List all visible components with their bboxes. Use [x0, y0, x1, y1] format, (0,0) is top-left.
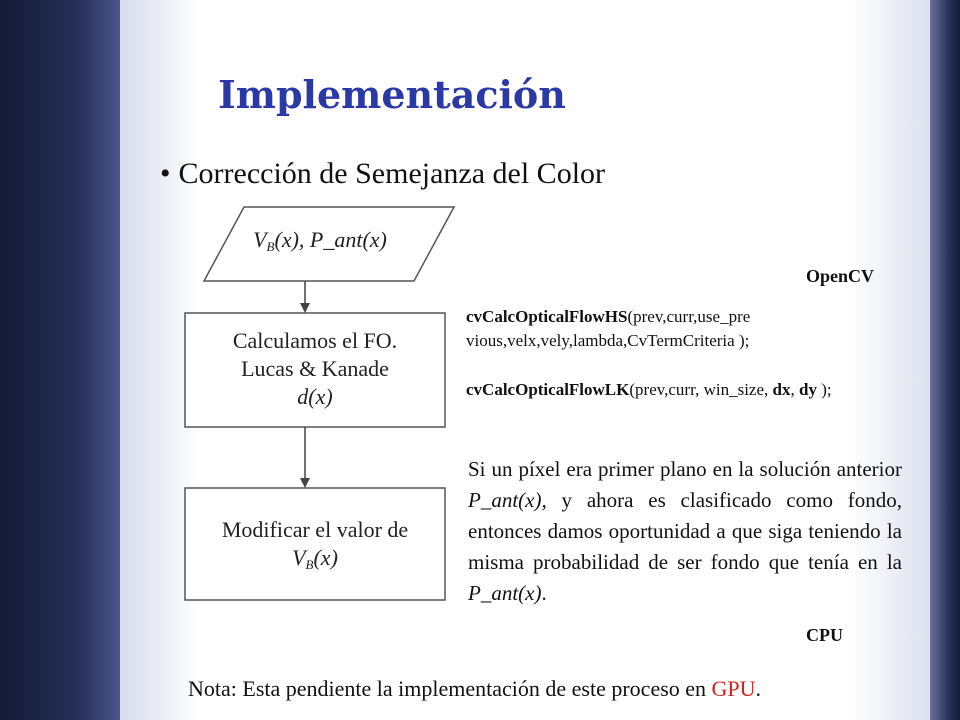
code-hs-name: cvCalcOpticalFlowHS — [466, 307, 628, 326]
bullet-text: Corrección de Semejanza del Color — [178, 157, 606, 190]
code-hs-args: (prev,curr,use_pre vious,velx,vely,lambda,CvTermCriteria ); — [466, 307, 751, 350]
input-var: V — [253, 227, 267, 252]
code-lk-end: ); — [816, 380, 832, 399]
box2-subscript: B — [305, 557, 314, 572]
box1-line3: d(x) — [297, 384, 333, 409]
desc-end: . — [541, 581, 547, 605]
box2-var: V — [292, 545, 306, 570]
note-gpu: GPU — [711, 676, 756, 701]
code-lk-sep: , — [790, 380, 799, 399]
input-label — [220, 226, 420, 261]
slide-title: Implementación — [218, 72, 566, 117]
code-lk-dx: dx — [772, 380, 791, 399]
arrow-1-head — [300, 303, 310, 313]
input-subscript: B — [266, 239, 275, 254]
footer-note — [188, 676, 761, 702]
desc-ital1: P_ant(x), — [468, 488, 547, 512]
bullet-marker: • — [160, 157, 171, 190]
process-box-2-text — [185, 516, 445, 579]
process-box-1-text — [185, 327, 445, 411]
box1-line1: Calculamos el FO. — [232, 328, 398, 353]
code-lk-dy: dy — [798, 380, 817, 399]
box2-line1: Modificar el valor de — [221, 517, 409, 542]
description-paragraph — [468, 454, 902, 609]
note-suffix: . — [755, 676, 762, 701]
code-lk-name: cvCalcOpticalFlowLK — [466, 380, 630, 399]
desc-ital2: P_ant(x) — [468, 581, 542, 605]
box2-rest: (x) — [313, 545, 338, 570]
arrow-2-head — [300, 478, 310, 488]
desc-part1: Si un píxel era primer plano en la solución anterior — [468, 457, 902, 481]
opencv-label: OpenCV — [806, 266, 875, 286]
code-lk-args: (prev,curr, win_size, — [629, 380, 773, 399]
desc-part2: y ahora es clasificado como fondo, entonces damos oportunidad a que siga teniendo la misma probabilidad de ser fondo que tenía en la — [468, 488, 902, 574]
input-rest: (x), P_ant(x) — [274, 227, 387, 252]
box1-line2: Lucas & Kanade — [241, 356, 389, 381]
note-prefix: Nota: Esta pendiente la implementación de este proceso en — [188, 676, 712, 701]
code-hs — [466, 305, 906, 353]
box2-line2 — [185, 544, 445, 579]
code-lk — [466, 378, 906, 402]
cpu-label: CPU — [806, 625, 843, 645]
